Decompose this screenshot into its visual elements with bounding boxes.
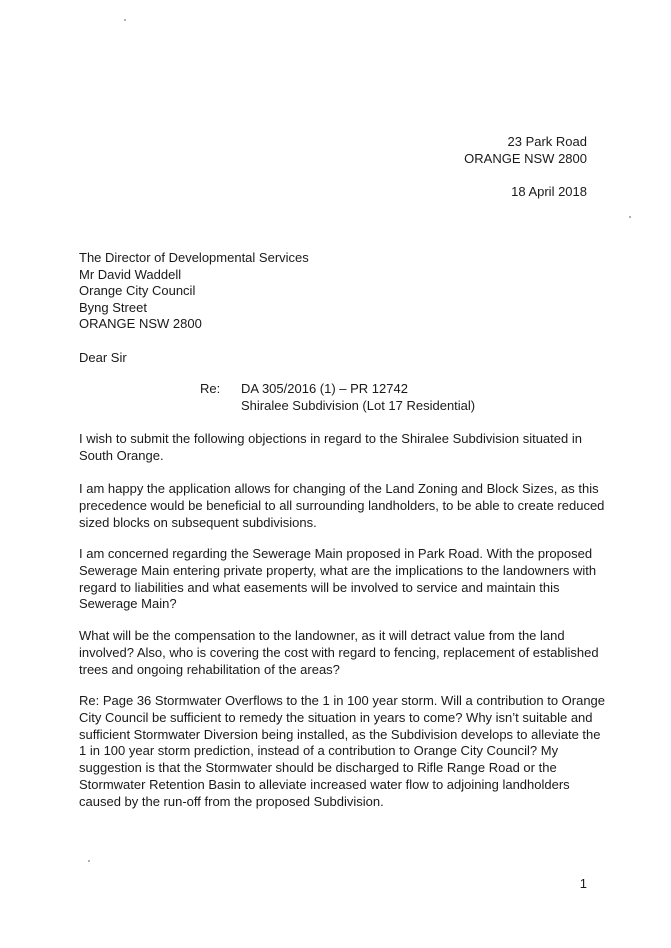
paragraph-line: regard to liabilities and what easements will be involved to service and maintain this <box>79 579 560 595</box>
letter-date: 18 April 2018 <box>511 184 587 199</box>
recipient-address <box>79 250 309 333</box>
paragraph-stormwater <box>79 693 606 811</box>
recipient-line: Orange City Council <box>79 283 196 298</box>
paragraph-line: Sewerage Main entering private property, what are the implications to the landowners with <box>79 562 597 578</box>
subject-line: DA 305/2016 (1) – PR 12742 <box>241 381 408 396</box>
paragraph-line: Stormwater Retention Basin to alleviate increased water flow to adjoining landholders <box>79 776 570 792</box>
paragraph-line: sufficient Stormwater Diversion being installed, as the Subdivision develops to alleviate the <box>79 726 601 742</box>
paragraph-line: City Council be sufficient to remedy the situation in years to come? Why isn’t suitable and <box>79 709 593 725</box>
paragraph-compensation <box>79 628 599 678</box>
sender-address <box>464 133 587 167</box>
paragraph-line: I am concerned regarding the Sewerage Main proposed in Park Road. With the proposed <box>79 546 593 561</box>
subject-reference <box>200 381 475 414</box>
recipient-line: ORANGE NSW 2800 <box>79 316 202 331</box>
paragraph-line: Re: Page 36 Stormwater Overflows to the 1 in 100 year storm. Will a contribution to Orange <box>79 693 606 708</box>
sender-address-line: 23 Park Road <box>507 134 587 149</box>
recipient-line: The Director of Developmental Services <box>79 250 309 265</box>
paragraph-line: sized blocks on subsequent subdivisions. <box>79 514 317 530</box>
paragraph-line: caused by the run-off from the proposed Subdivision. <box>79 793 384 809</box>
paragraph-sewerage-main <box>79 546 599 613</box>
paragraph-objections-intro <box>79 431 599 465</box>
paragraph-line: suggestion is that the Stormwater should be discharged to Rifle Range Road or the <box>79 760 557 776</box>
sender-address-line: ORANGE NSW 2800 <box>464 151 587 166</box>
paragraph-line: I wish to submit the following objections in regard to the Shiralee Subdivision situated in <box>79 431 582 446</box>
paragraph-land-zoning <box>79 481 605 531</box>
scan-speck <box>124 19 126 21</box>
paragraph-line: What will be the compensation to the landowner, as it will detract value from the land <box>79 628 565 643</box>
scan-speck <box>88 860 90 862</box>
paragraph-line: 1 in 100 year storm prediction, instead of a contribution to Orange City Council? My <box>79 743 559 759</box>
paragraph-line: I am happy the application allows for changing of the Land Zoning and Block Sizes, as this <box>79 481 599 496</box>
page-number: 1 <box>579 876 587 891</box>
paragraph-line: involved? Also, who is covering the cost with regard to fencing, replacement of established <box>79 644 599 660</box>
salutation: Dear Sir <box>79 350 127 365</box>
subject-line: Shiralee Subdivision (Lot 17 Residential) <box>241 397 476 413</box>
paragraph-line: precedence would be beneficial to all surrounding landholders, to be able to create reduced <box>79 497 605 513</box>
paragraph-line: South Orange. <box>79 447 164 463</box>
recipient-line: Mr David Waddell <box>79 266 182 282</box>
subject-label: Re: <box>200 381 221 396</box>
scan-speck <box>629 216 631 218</box>
paragraph-line: trees and ongoing rehabilitation of the areas? <box>79 661 340 677</box>
recipient-line: Byng Street <box>79 299 147 315</box>
paragraph-line: Sewerage Main? <box>79 596 177 612</box>
